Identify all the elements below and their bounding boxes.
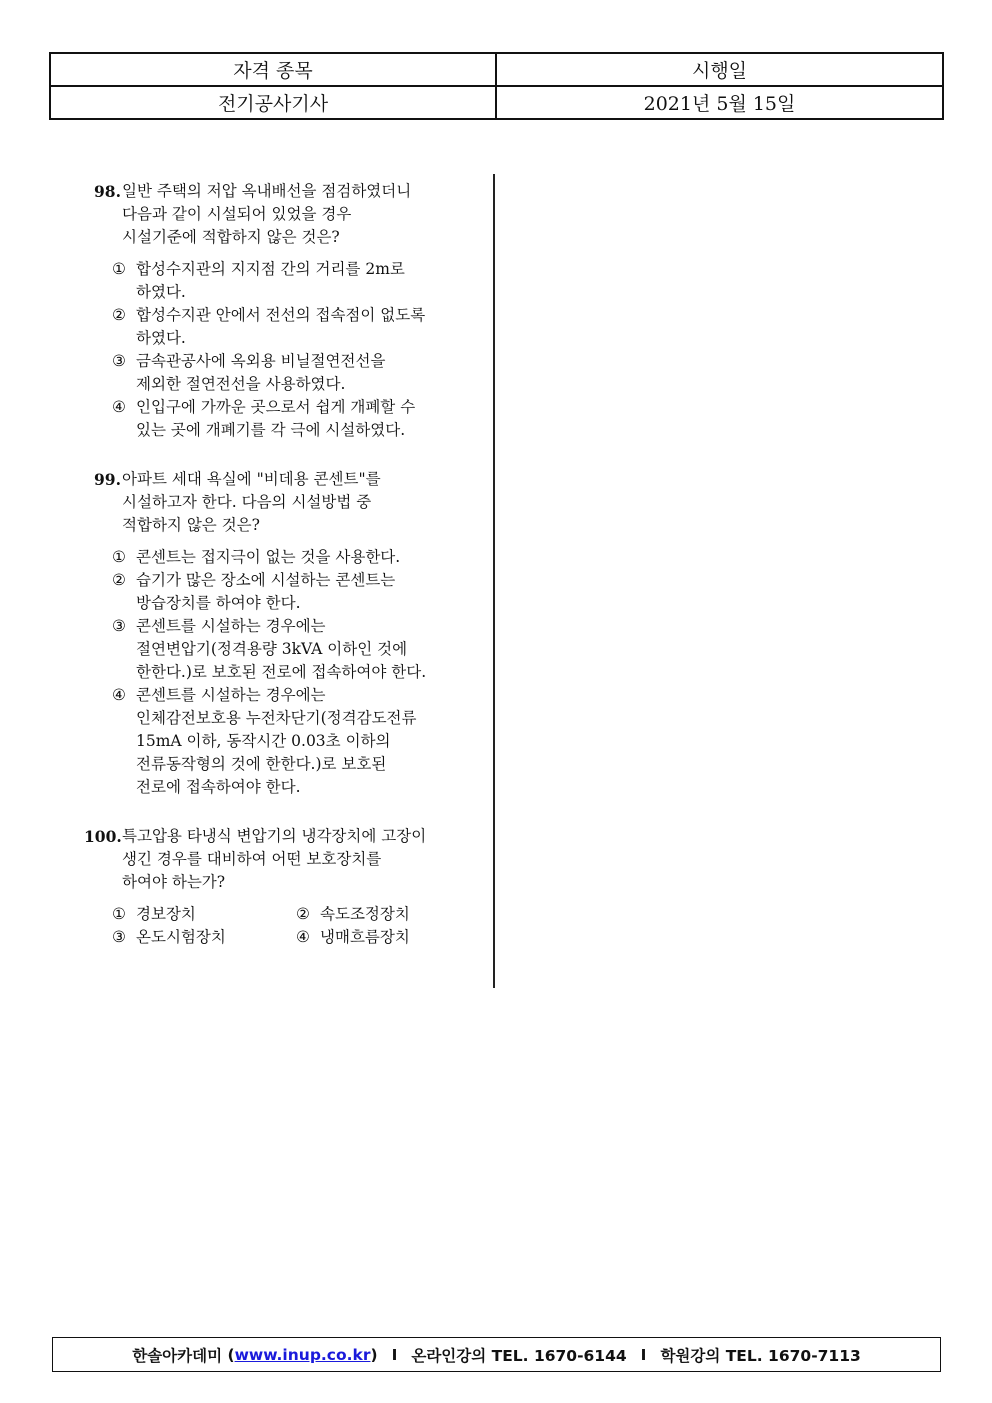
option-2: ② 속도조정장치 [296,905,410,923]
option-4: ④ 인입구에 가까운 곳으로서 쉽게 개폐할 수 있는 곳에 개폐기를 각 극에 시설하였다. [112,398,416,439]
option-3: ③ 콘센트를 시설하는 경우에는 절연변압기(정격용량 3kVA 이하인 것에 한한다.)로 보호된 전로에 접속하여야 한다. [112,617,427,681]
option-3: ③ 금속관공사에 옥외용 비닐절연전선을 제외한 절연전선을 사용하였다. [112,352,386,393]
option-grid [84,903,484,949]
option-1: ① 콘센트는 접지극이 없는 것을 사용한다. [112,548,401,566]
question-99 [84,468,484,799]
separator: I [640,1345,647,1364]
question-number: 98. [94,182,121,201]
website-link[interactable]: www.inup.co.kr [234,1345,371,1364]
question-text: 특고압용 타냉식 변압기의 냉각장치에 고장이 생긴 경우를 대비하여 어떤 보호장치를 하여야 하는가? [122,827,427,891]
option-4: ④ 냉매흐름장치 [296,928,410,946]
question-number: 99. [94,470,121,489]
question-text: 일반 주택의 저압 옥내배선을 점검하였더니 다음과 같이 시설되어 있었을 경우 시설기준에 적합하지 않은 것은? [122,182,412,246]
option-2: ② 습기가 많은 장소에 시설하는 콘센트는 방습장치를 하여야 한다. [112,571,396,612]
option-list [84,546,484,799]
option-1: ① 합성수지관의 지지점 간의 거리를 2m로 하였다. [112,260,405,301]
online-phone: 온라인강의 TEL. 1670-6144 [411,1346,627,1365]
exam-info-table [49,52,944,120]
option-3: ③ 온도시험장치 [112,928,226,946]
separator: I [391,1345,398,1364]
date-label: 시행일 [496,53,943,86]
question-text: 아파트 세대 욕실에 "비데용 콘센트"를 시설하고자 한다. 다음의 시설방법 중 적합하지 않은 것은? [122,470,381,534]
option-1: ① 경보장치 [112,905,196,923]
option-4: ④ 콘센트를 시설하는 경우에는 인체감전보호용 누전차단기(정격감도전류 15mA 이하, 동작시간 0.03초 이하의 전류동작형의 것에 한한다.)로 보호된 전로에 접속하여야 한다. [112,686,417,796]
option-list [84,258,484,442]
question-98 [84,180,484,442]
subject-label: 자격 종목 [50,53,496,86]
column-divider [493,174,495,988]
academy-phone: 학원강의 TEL. 1670-7113 [660,1346,861,1365]
question-number: 100. [84,827,122,846]
question-100 [84,825,484,949]
subject-value: 전기공사기사 [50,86,496,119]
option-2: ② 합성수지관 안에서 전선의 접속점이 없도록 하였다. [112,306,426,347]
footer-bar: 한솔아카데미 ( www.inup.co.kr ) I 온라인강의 TEL. 1670-6144 I 학원강의 TEL. 1670-7113 [52,1337,941,1372]
date-value: 2021년 5월 15일 [496,86,943,119]
question-column [84,180,484,975]
academy-name: 한솔아카데미 [132,1346,223,1365]
